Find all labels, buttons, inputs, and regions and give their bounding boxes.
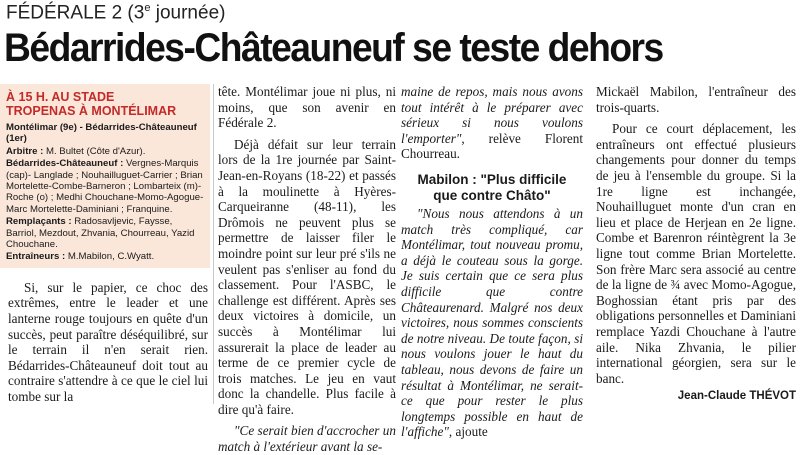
referee-label: Arbitre :	[6, 145, 44, 157]
quote-mabilon	[401, 206, 583, 440]
subs-value: Radosavljevic, Faysse, Barriol, Mezdout, Zhvania, Chourreau, Yazid Chouchane.	[6, 216, 195, 251]
quote-florent-continued	[401, 84, 583, 162]
article-paragraph-4: Mickaël Mabilon, l'entraîneur des trois-quarts.	[596, 84, 796, 115]
kicker-league: FÉDÉRALE 2	[6, 2, 123, 24]
article-paragraph-1: Si, sur le papier, ce choc des extrêmes, entre le leader et une lanterne rouge toujours en quête d'un succès, peut paraître déséquilibré, sur le terrain il n'en serait rien. Bédarrides-Châteauneuf doit tout au contraire s'attendre à ce que le ciel lui tombe sur la	[8, 279, 208, 405]
subhead-mabilon	[401, 172, 583, 204]
coaches-label: Entraîneurs :	[6, 251, 66, 263]
info-title-line1: À 15 H. AU STADE	[6, 90, 115, 104]
column-divider	[213, 84, 214, 404]
quote-mabilon-attribution: , ajoute	[448, 424, 488, 440]
match-info-box	[0, 84, 210, 268]
subhead-line1: Mabilon : "Plus difficile	[417, 171, 567, 187]
kicker-round-sup: e	[144, 2, 151, 14]
info-referee	[6, 146, 204, 157]
column-3	[401, 84, 583, 440]
section-kicker	[6, 2, 225, 24]
subs-label: Remplaçants :	[6, 216, 72, 228]
team-label: Bédarrides-Châteauneuf :	[6, 158, 124, 170]
info-matchup	[6, 122, 204, 145]
coaches-value: M.Mabilon, C.Wyatt.	[65, 251, 155, 263]
info-team	[6, 158, 204, 215]
info-coaches	[6, 251, 204, 262]
team-value: Vergnes-Marquis (cap)- Langlade ; Nouhailluguet-Carrier ; Brian Mortelette-Combe-Barneron ; Lombarteix (m)- Roche (o) ; Medhi Chouchane-Momo-Agogue-Marc Mortelette-Daminiani ; Franquine.	[6, 158, 204, 215]
subhead-line2: que contre Châto"	[433, 187, 551, 203]
info-box-title	[6, 90, 204, 118]
quote-florent-attribution: , relève Florent Chourreau.	[401, 130, 583, 162]
kicker-round-open: (3	[122, 2, 145, 24]
column-4	[596, 84, 796, 402]
article-paragraph-3: Déjà défait sur leur terrain lors de la 1re journée par Saint-Jean-en-Royans (18-22) et passés à la moulinette à Hyères-Carqueiranne (48-11), les Drômois ne peuvent plus se permettre de laisser filer le moindre point sur leur pré s'ils ne veulent pas s'enliser au fond du classement. Pour l'ASBC, le challenge est différent. Après ses deux victoires à domicile, un succès à Montélimar lui assurerait la place de leader au terme de ce premier cycle de trois matches. Le jeu en vaut donc la chandelle. Plus facile à dire qu'à faire.	[218, 136, 396, 417]
kicker-round-close: journée)	[150, 2, 226, 24]
quote-florent-end: maine de repos, mais nous avons tout intérêt à le préparer avec sérieux si nous voulons l'emporter"	[401, 84, 583, 146]
referee-value: M. Bultet (Côte d'Azur).	[43, 145, 146, 157]
article-paragraph-2: tête. Montélimar joue ni plus, ni moins, que son avenir en Fédérale 2.	[218, 84, 396, 131]
column-1	[0, 84, 210, 405]
article-paragraph-5: Pour ce court déplacement, les entraîneurs ont effectué plusieurs changements pour donner du temps de jeu à l'ensemble du groupe. Si la 1re ligne est inchangée, Nouhailluguet monte d'un cran en lieu et place de Herjean en 2e ligne. Combe et Barenron réintègrent la 3e ligne tout comme Brian Mortelette. Son frère Marc sera associé au centre de la ligne de ¾ avec Momo-Agogue, Boghossian étant pris par des obligations personnelles et Daminiani remplace Yazdi Chouchane à l'autre aile. Nika Zhvania, le pilier international géorgien, sera sur le banc.	[596, 121, 796, 386]
quote-mabilon-text: "Nous nous attendons à un match très compliqué, car Montélimar, tout nouveau promu, a déjà le couteau sous la gorge. Je suis certain que ce sera plus difficile que contre Châteaurenard. Malgré nos deux victoires, nous sommes conscients de notre niveau. De toute façon, si nous voulons jouer le haut du tableau, nous devons de faire un résultat à Montélimar, ne serait-ce que pour rester le plus longtemps possible en haut de l'affiche"	[401, 205, 583, 440]
headline: Bédarrides-Châteauneuf se teste dehors	[4, 26, 663, 70]
info-title-line2: TROPENAS À MONTÉLIMAR	[6, 104, 177, 118]
matchup-text: Montélimar (9e) - Bédarrides-Châteauneuf (1er)	[6, 122, 197, 145]
author-signature: Jean-Claude THÉVOT	[677, 390, 796, 403]
info-subs	[6, 216, 204, 250]
column-2	[218, 84, 396, 455]
quote-florent: "Ce serait bien d'accrocher un match à l'extérieur avant la se-	[218, 423, 396, 455]
